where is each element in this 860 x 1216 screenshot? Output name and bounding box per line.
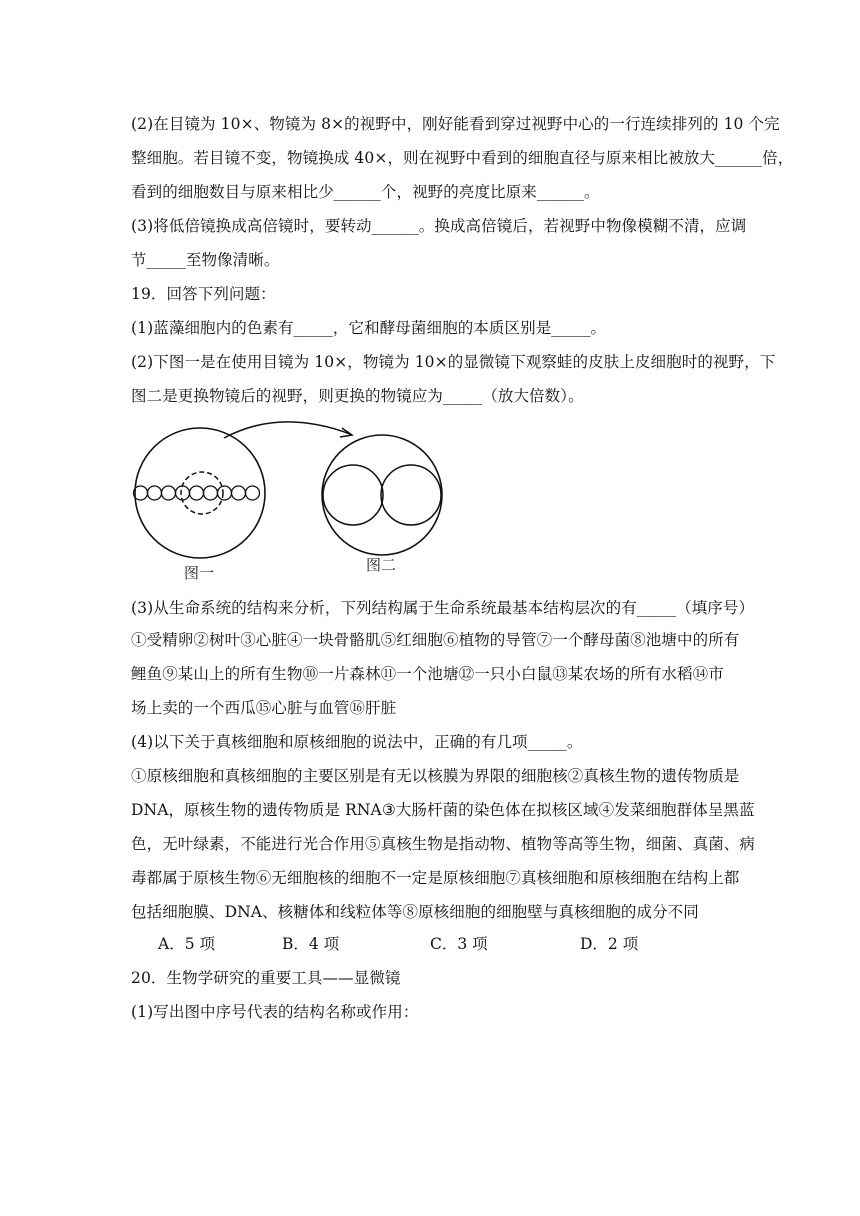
- text-line: (2)在目镜为 10×、物镜为 8×的视野中，刚好能看到穿过视野中心的一行连续排列的 10 个完: [131, 115, 780, 133]
- text-line: (1)蓝藻细胞内的色素有_____，它和酵母菌细胞的本质区别是_____。: [131, 319, 607, 337]
- text-line: (3)从生命系统的结构来分析，下列结构属于生命系统最基本结构层次的有_____（填序号）: [131, 599, 755, 617]
- microscope-field-figure: [120, 420, 460, 585]
- text-line: 鲤鱼⑨某山上的所有生物⑩一片森林⑪一个池塘⑫一只小白鼠⑬某农场的所有水稻⑭市: [131, 665, 724, 683]
- text-line: (3)将低倍镜换成高倍镜时，要转动______。换成高倍镜后，若视野中物像模糊不清，应调: [131, 217, 747, 235]
- text-line: 看到的细胞数目与原来相比少______个，视野的亮度比原来______。: [131, 183, 600, 201]
- text-line: (2)下图一是在使用目镜为 10×，物镜为 10×的显微镜下观察蛙的皮肤上皮细胞时的视野，下: [131, 353, 776, 371]
- figure-2-field: [322, 435, 442, 555]
- text-line: 图二是更换物镜后的视野，则更换的物镜应为_____（放大倍数）。: [131, 387, 584, 405]
- question-20-heading: 20．生物学研究的重要工具——显微镜: [131, 969, 401, 987]
- text-line: 包括细胞膜、DNA、核糖体和线粒体等⑧原核细胞的细胞壁与真核细胞的成分不同: [131, 903, 699, 921]
- text-line: ①原核细胞和真核细胞的主要区别是有无以核膜为界限的细胞核②真核生物的遗传物质是: [131, 767, 740, 785]
- option-d[interactable]: D．2 项: [580, 935, 639, 953]
- text-line: (1)写出图中序号代表的结构名称或作用：: [131, 1003, 419, 1021]
- text-line: 毒都属于原核生物⑥无细胞核的细胞不一定是原核细胞⑦真核细胞和原核细胞在结构上都: [131, 869, 740, 887]
- text-line: 节_____至物像清晰。: [131, 251, 280, 269]
- text-line: DNA，原核生物的遗传物质是 RNA③大肠杆菌的染色体在拟核区域④发菜细胞群体呈黑蓝: [131, 801, 755, 819]
- arrow: [224, 422, 350, 438]
- text-line: ①受精卵②树叶③心脏④一块骨骼肌⑤红细胞⑥植物的导管⑦一个酵母菌⑧池塘中的所有: [131, 631, 740, 649]
- text-line: 场上卖的一个西瓜⑮心脏与血管⑯肝脏: [131, 699, 397, 717]
- figure-1-field: [134, 428, 266, 558]
- text-line: (4)以下关于真核细胞和原核细胞的说法中，正确的有几项_____。: [131, 733, 583, 751]
- option-b[interactable]: B．4 项: [282, 935, 340, 953]
- option-a[interactable]: A．5 项: [158, 935, 215, 953]
- figure-1-caption: 图一: [184, 564, 215, 582]
- option-c[interactable]: C．3 项: [430, 935, 488, 953]
- text-line: 整细胞。若目镜不变，物镜换成 40×，则在视野中看到的细胞直径与原来相比被放大______倍，: [131, 149, 794, 167]
- question-19-heading: 19．回答下列问题：: [131, 285, 276, 303]
- figure-2-caption: 图二: [366, 556, 397, 574]
- text-line: 色，无叶绿素，不能进行光合作用⑤真核生物是指动物、植物等高等生物，细菌、真菌、病: [131, 835, 756, 853]
